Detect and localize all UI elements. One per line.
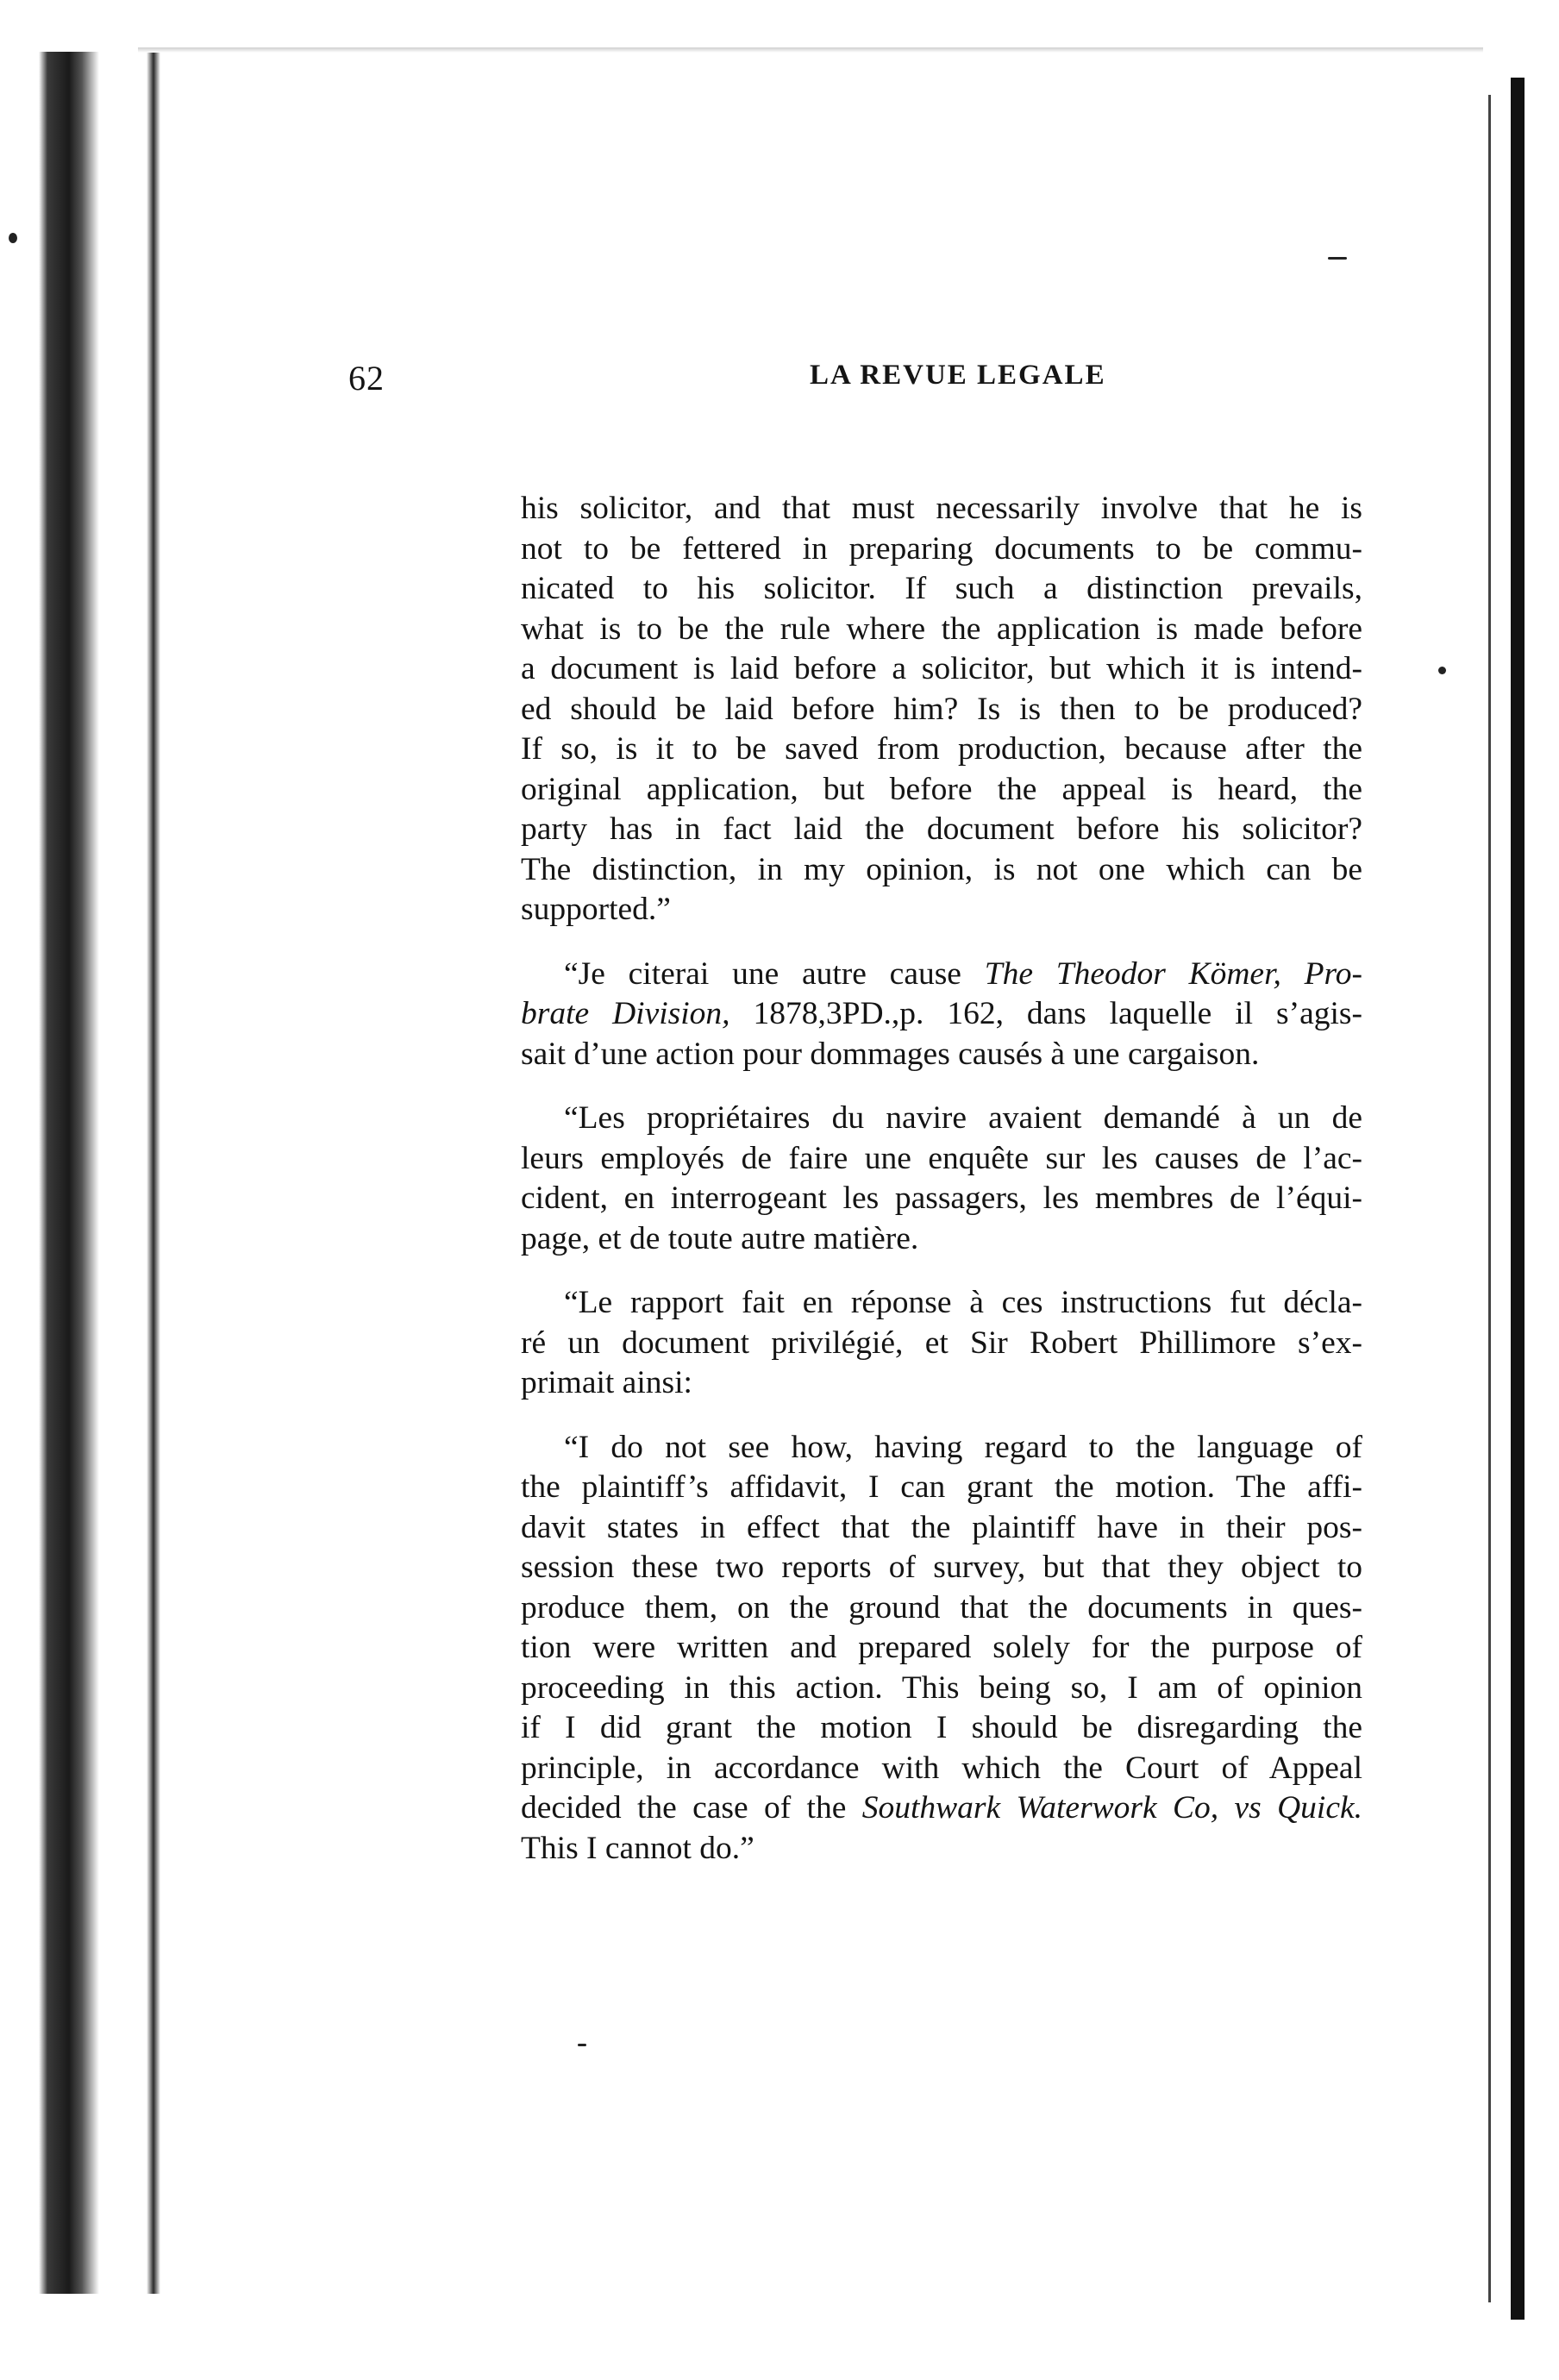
case-name-italic: The Theodor Kömer, Pro- (984, 955, 1362, 992)
ink-speck (1328, 257, 1347, 260)
text-line: his solicitor, and that must necessarily involve that he is (521, 491, 1362, 526)
text-line: a document is laid before a solicitor, but which it is intend- (521, 651, 1362, 686)
text-line: cident, en interrogeant les passagers, les membres de l’équi- (521, 1181, 1362, 1216)
text-line: tion were written and prepared solely for the purpose of (521, 1630, 1362, 1665)
text-line: proceeding in this action. This being so, I am of opinion (521, 1669, 1362, 1706)
text-line: If so, is it to be saved from production, because after the (521, 731, 1362, 767)
text-line: ed should be laid before him? Is is then to be produced? (521, 691, 1362, 727)
body-text (521, 489, 1362, 1869)
text-line: davit states in effect that the plaintiff have in their pos- (521, 1509, 1362, 1545)
running-head (348, 358, 1211, 410)
page-number: 62 (348, 359, 385, 398)
court-division-italic: brate Division, (521, 996, 730, 1031)
ink-speck (1438, 667, 1446, 674)
text-line: party has in fact laid the document before his solicitor? (521, 811, 1362, 847)
ink-speck (578, 2044, 586, 2046)
text-line: principle, in accordance with which the Court of Appeal (521, 1750, 1362, 1786)
text-line: nicated to his solicitor. If such a distinction prevails, (521, 571, 1362, 606)
text-line: “I do not see how, having regard to the language of (564, 1429, 1362, 1465)
text-line (521, 955, 1362, 995)
text-line: leurs employés de faire une enquête sur les causes de l’ac- (521, 1140, 1362, 1176)
text-run: decided the case of the (521, 1790, 862, 1826)
text-line: This I cannot do.” (521, 1830, 754, 1866)
text-line: page, et de toute autre matière. (521, 1220, 919, 1256)
text-line: primait ainsi: (521, 1365, 692, 1400)
text-run: “Je citerai une autre cause (564, 955, 985, 992)
text-line: the plaintiff’s affidavit, I can grant the motion. The affi- (521, 1469, 1362, 1505)
journal-title: LA REVUE LEGALE (810, 360, 1106, 391)
text-line: “Les propriétaires du navire avaient demandé à un de (564, 1100, 1362, 1136)
text-line (521, 1788, 1362, 1829)
right-page-edge-line (1488, 95, 1491, 2302)
text-line: “Le rapport fait en réponse à ces instructions fut décla- (564, 1285, 1362, 1320)
text-line: session these two reports of survey, but that they object to (521, 1550, 1362, 1585)
text-line (521, 994, 1362, 1035)
text-line: ré un document privilégié, et Sir Robert Phillimore s’ex- (521, 1325, 1362, 1361)
ink-speck (9, 233, 17, 243)
text-line: sait d’une action pour dommages causés à une cargaison. (521, 1036, 1260, 1072)
right-page-edge (1511, 78, 1525, 2320)
page-binding-shadow (0, 52, 164, 2294)
case-name-italic: Southwark Waterwork Co, vs Quick. (861, 1790, 1362, 1826)
page-top-edge (138, 47, 1483, 53)
text-line: supported.” (521, 892, 671, 927)
text-line: what is to be the rule where the application is made before (521, 611, 1362, 647)
text-line: produce them, on the ground that the documents in ques- (521, 1589, 1362, 1625)
text-line: original application, but before the appeal is heard, the (521, 771, 1362, 807)
text-line: not to be fettered in preparing documents to be commu- (521, 530, 1362, 567)
text-line: The distinction, in my opinion, is not one which can be (521, 851, 1362, 887)
text-run: 1878,3PD.,p. 162, dans laquelle il s’agis- (729, 996, 1362, 1031)
text-line: if I did grant the motion I should be disregarding the (521, 1710, 1362, 1745)
